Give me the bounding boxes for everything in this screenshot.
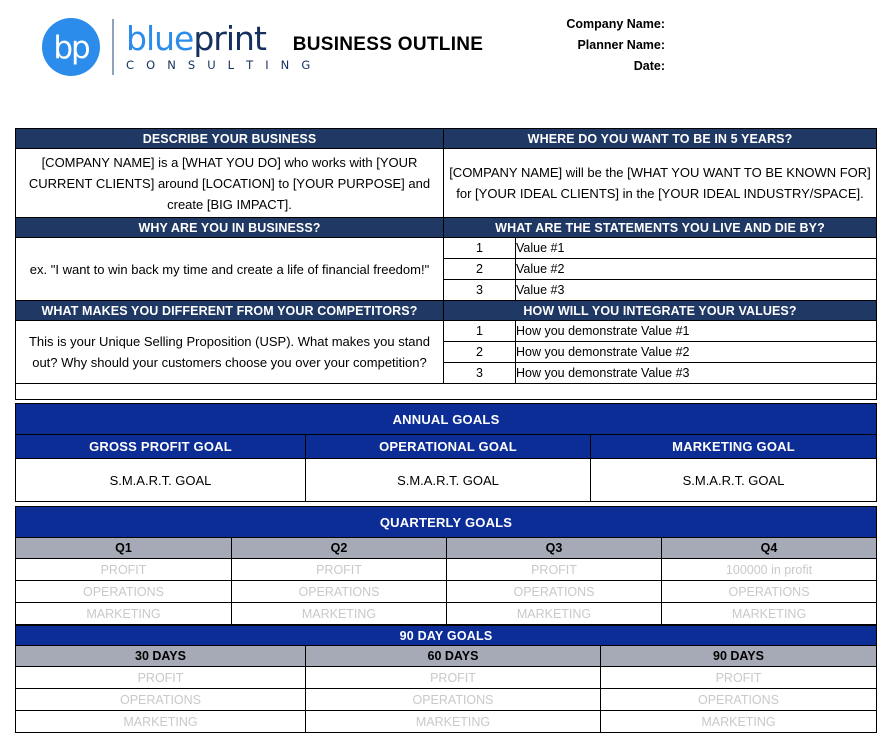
statement-value[interactable]: Value #1 bbox=[516, 238, 877, 259]
ninety-day-column-label: 30 DAYS bbox=[16, 646, 306, 667]
section-heading-ninety-day-goals: 90 DAY GOALS bbox=[16, 626, 877, 646]
section-heading-why-in-business: WHY ARE YOU IN BUSINESS? bbox=[16, 218, 444, 238]
quarterly-goal-cell[interactable]: MARKETING bbox=[232, 603, 447, 625]
ninety-day-goal-cell[interactable]: PROFIT bbox=[16, 667, 306, 689]
table-row bbox=[16, 238, 877, 259]
table-row bbox=[16, 301, 877, 321]
section-heading-quarterly-goals: QUARTERLY GOALS bbox=[16, 507, 877, 538]
table-row bbox=[16, 459, 877, 502]
quarterly-goal-cell[interactable]: MARKETING bbox=[16, 603, 232, 625]
ninety-day-goal-cell[interactable]: PROFIT bbox=[306, 667, 601, 689]
table-row bbox=[16, 129, 877, 149]
integrate-value-number: 2 bbox=[444, 342, 516, 363]
section-heading-differentiator: WHAT MAKES YOU DIFFERENT FROM YOUR COMPETITORS? bbox=[16, 301, 444, 321]
quarterly-goal-cell[interactable]: PROFIT bbox=[447, 559, 662, 581]
quarter-column-label: Q1 bbox=[16, 538, 232, 559]
quarter-column-label: Q2 bbox=[232, 538, 447, 559]
quarterly-goal-cell[interactable]: OPERATIONS bbox=[662, 581, 877, 603]
quarterly-goal-cell[interactable]: PROFIT bbox=[232, 559, 447, 581]
document-header bbox=[0, 0, 891, 112]
annual-goals-table bbox=[15, 403, 877, 502]
quarterly-goal-cell[interactable]: 100000 in profit bbox=[662, 559, 877, 581]
table-row bbox=[16, 404, 877, 435]
differentiator-text[interactable]: This is your Unique Selling Proposition (USP). What makes you stand out? Why should your customers choose you over your competition? bbox=[16, 321, 444, 384]
table-row bbox=[16, 507, 877, 538]
statement-number: 3 bbox=[444, 280, 516, 301]
ninety-day-goal-cell[interactable]: MARKETING bbox=[16, 711, 306, 733]
table-row bbox=[16, 559, 877, 581]
statement-number: 2 bbox=[444, 259, 516, 280]
table-row bbox=[16, 218, 877, 238]
logo-word-print: print bbox=[193, 19, 266, 59]
table-row bbox=[16, 667, 877, 689]
statement-value[interactable]: Value #3 bbox=[516, 280, 877, 301]
quarterly-goal-cell[interactable]: OPERATIONS bbox=[16, 581, 232, 603]
quarterly-goal-cell[interactable]: OPERATIONS bbox=[447, 581, 662, 603]
table-row bbox=[16, 626, 877, 646]
section-heading-five-years: WHERE DO YOU WANT TO BE IN 5 YEARS? bbox=[444, 129, 877, 149]
ninety-day-goal-cell[interactable]: OPERATIONS bbox=[16, 689, 306, 711]
annual-goal-column-label: MARKETING GOAL bbox=[591, 435, 877, 459]
section-heading-statements: WHAT ARE THE STATEMENTS YOU LIVE AND DIE BY? bbox=[444, 218, 877, 238]
ninety-day-column-label: 60 DAYS bbox=[306, 646, 601, 667]
integrate-value-number: 3 bbox=[444, 363, 516, 384]
integrate-value-text[interactable]: How you demonstrate Value #3 bbox=[516, 363, 877, 384]
section-heading-annual-goals: ANNUAL GOALS bbox=[16, 404, 877, 435]
annual-goal-value[interactable]: S.M.A.R.T. GOAL bbox=[306, 459, 591, 502]
statement-number: 1 bbox=[444, 238, 516, 259]
ninety-day-goal-cell[interactable]: OPERATIONS bbox=[601, 689, 877, 711]
ninety-day-goal-cell[interactable]: MARKETING bbox=[601, 711, 877, 733]
table-row bbox=[16, 689, 877, 711]
blank-spacer-row bbox=[16, 384, 877, 400]
quarter-column-label: Q4 bbox=[662, 538, 877, 559]
quarterly-goals-table bbox=[15, 506, 877, 625]
integrate-value-text[interactable]: How you demonstrate Value #1 bbox=[516, 321, 877, 342]
ninety-day-goal-cell[interactable]: PROFIT bbox=[601, 667, 877, 689]
five-years-text[interactable]: [COMPANY NAME] will be the [WHAT YOU WANT TO BE KNOWN FOR] for [YOUR IDEAL CLIENTS] in the [YOUR IDEAL INDUSTRY/SPACE]. bbox=[444, 149, 877, 218]
logo-divider bbox=[112, 19, 114, 75]
integrate-value-number: 1 bbox=[444, 321, 516, 342]
statement-value[interactable]: Value #2 bbox=[516, 259, 877, 280]
table-row bbox=[16, 603, 877, 625]
quarterly-goal-cell[interactable]: MARKETING bbox=[447, 603, 662, 625]
annual-goal-column-label: GROSS PROFIT GOAL bbox=[16, 435, 306, 459]
planner-name-label: Planner Name: bbox=[577, 38, 665, 52]
date-label: Date: bbox=[633, 59, 665, 73]
annual-goal-column-label: OPERATIONAL GOAL bbox=[306, 435, 591, 459]
table-row bbox=[16, 384, 877, 400]
integrate-value-text[interactable]: How you demonstrate Value #2 bbox=[516, 342, 877, 363]
ninety-day-goal-cell[interactable]: OPERATIONS bbox=[306, 689, 601, 711]
annual-goal-value[interactable]: S.M.A.R.T. GOAL bbox=[16, 459, 306, 502]
logo-circle-icon bbox=[42, 18, 100, 76]
logo-subtitle: C O N S U L T I N G bbox=[126, 58, 315, 73]
ninety-day-goals-table bbox=[15, 625, 877, 733]
table-row bbox=[16, 435, 877, 459]
table-row bbox=[16, 581, 877, 603]
business-foundation-table bbox=[15, 128, 877, 400]
logo-monogram: bp bbox=[53, 29, 89, 66]
ninety-day-goal-cell[interactable]: MARKETING bbox=[306, 711, 601, 733]
table-row bbox=[16, 149, 877, 218]
why-in-business-text[interactable]: ex. "I want to win back my time and create a life of financial freedom!" bbox=[16, 238, 444, 301]
section-heading-integrate-values: HOW WILL YOU INTEGRATE YOUR VALUES? bbox=[444, 301, 877, 321]
company-name-label: Company Name: bbox=[566, 17, 665, 31]
quarterly-goal-cell[interactable]: OPERATIONS bbox=[232, 581, 447, 603]
page-title: BUSINESS OUTLINE bbox=[292, 34, 484, 55]
annual-goal-value[interactable]: S.M.A.R.T. GOAL bbox=[591, 459, 877, 502]
table-row bbox=[16, 321, 877, 342]
logo-word-blue: blue bbox=[126, 19, 194, 59]
quarterly-goal-cell[interactable]: PROFIT bbox=[16, 559, 232, 581]
table-row bbox=[16, 538, 877, 559]
quarterly-goal-cell[interactable]: MARKETING bbox=[662, 603, 877, 625]
quarter-column-label: Q3 bbox=[447, 538, 662, 559]
table-row bbox=[16, 646, 877, 667]
section-heading-describe-business: DESCRIBE YOUR BUSINESS bbox=[16, 129, 444, 149]
document-meta-fields bbox=[470, 14, 665, 77]
describe-business-text[interactable]: [COMPANY NAME] is a [WHAT YOU DO] who works with [YOUR CURRENT CLIENTS] around [LOCATION] to [YOUR PURPOSE] and create [BIG IMPACT]. bbox=[16, 149, 444, 218]
ninety-day-column-label: 90 DAYS bbox=[601, 646, 877, 667]
table-row bbox=[16, 711, 877, 733]
